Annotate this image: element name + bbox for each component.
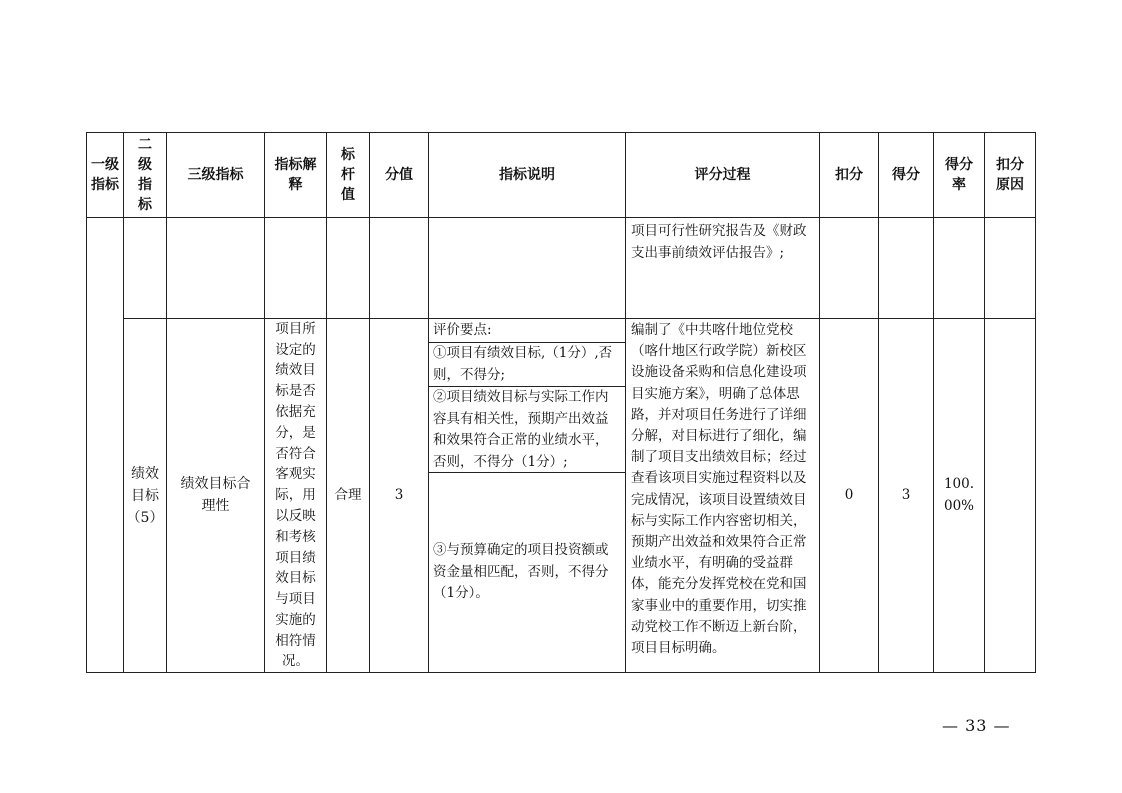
header-level3: 三级指标 [187, 167, 244, 183]
row2-level3: 绩效目标合理性 [180, 476, 251, 514]
evaluation-table [86, 132, 1036, 673]
row2-gain: 3 [901, 486, 911, 503]
page-number: — 33 — [942, 716, 1011, 735]
header-level1: 一级指标 [91, 157, 119, 193]
header-explain: 指标解释 [274, 157, 317, 193]
row2-explain: 项目所设定的绩效目标是否依据充分，是否符合客观实际，用以反映和考核项目绩效目标与项目实施的相符情况。 [275, 320, 316, 670]
row2-desc-item3: ③与预算确定的项目投资额或资金量相匹配，否则，不得分（1分）。 [433, 542, 609, 602]
row2-desc-item1: ①项目有绩效目标,（1分）,否则，不得分; [433, 345, 613, 383]
header-description: 指标说明 [499, 167, 555, 183]
header-level2: 二级指标 [138, 137, 152, 213]
row2-score-value: 3 [394, 486, 404, 503]
row2-process: 编制了《中共喀什地位党校（喀什地区行政学院）新校区设施设备采购和信息化建设项目实施方案》，明确了总体思路，并对项目任务进行了详细分解，对目标进行了细化，编制了项目支出绩效目标；经过查看该项目实施过程资料以及完成情况，该项目设置绩效目标与实际工作内容密切相关，预期产出效益和效果符合正常业绩水平，有明确的受益群体，能充分发挥党校在党和国家事业中的重要作用，切实推动党校工作不断迈上新台阶，项目目标明确。 [631, 322, 807, 657]
header-score-value: 分值 [385, 167, 413, 183]
row2-desc-item2: ②项目绩效目标与实际工作内容具有相关性，预期产出效益和效果符合正常的业绩水平，否则，不得分（1分）; [433, 389, 609, 470]
row2-deduct: 0 [844, 486, 854, 503]
row2-rate: 100.00% [943, 476, 975, 514]
header-process: 评分过程 [694, 167, 751, 183]
header-gain: 得分 [892, 167, 920, 183]
header-rate: 得分率 [945, 157, 973, 193]
header-benchmark: 标杆值 [341, 147, 355, 203]
row2-level2: 绩效目标（5） [126, 465, 164, 526]
row2-desc-title: 评价要点: [433, 322, 492, 338]
header-reason: 扣分原因 [996, 157, 1024, 193]
row2-benchmark: 合理 [334, 486, 362, 503]
row1-process: 项目可行性研究报告及《财政支出事前绩效评估报告》; [631, 223, 807, 261]
header-deduct: 扣分 [835, 167, 863, 183]
row2-reason [985, 319, 1035, 672]
